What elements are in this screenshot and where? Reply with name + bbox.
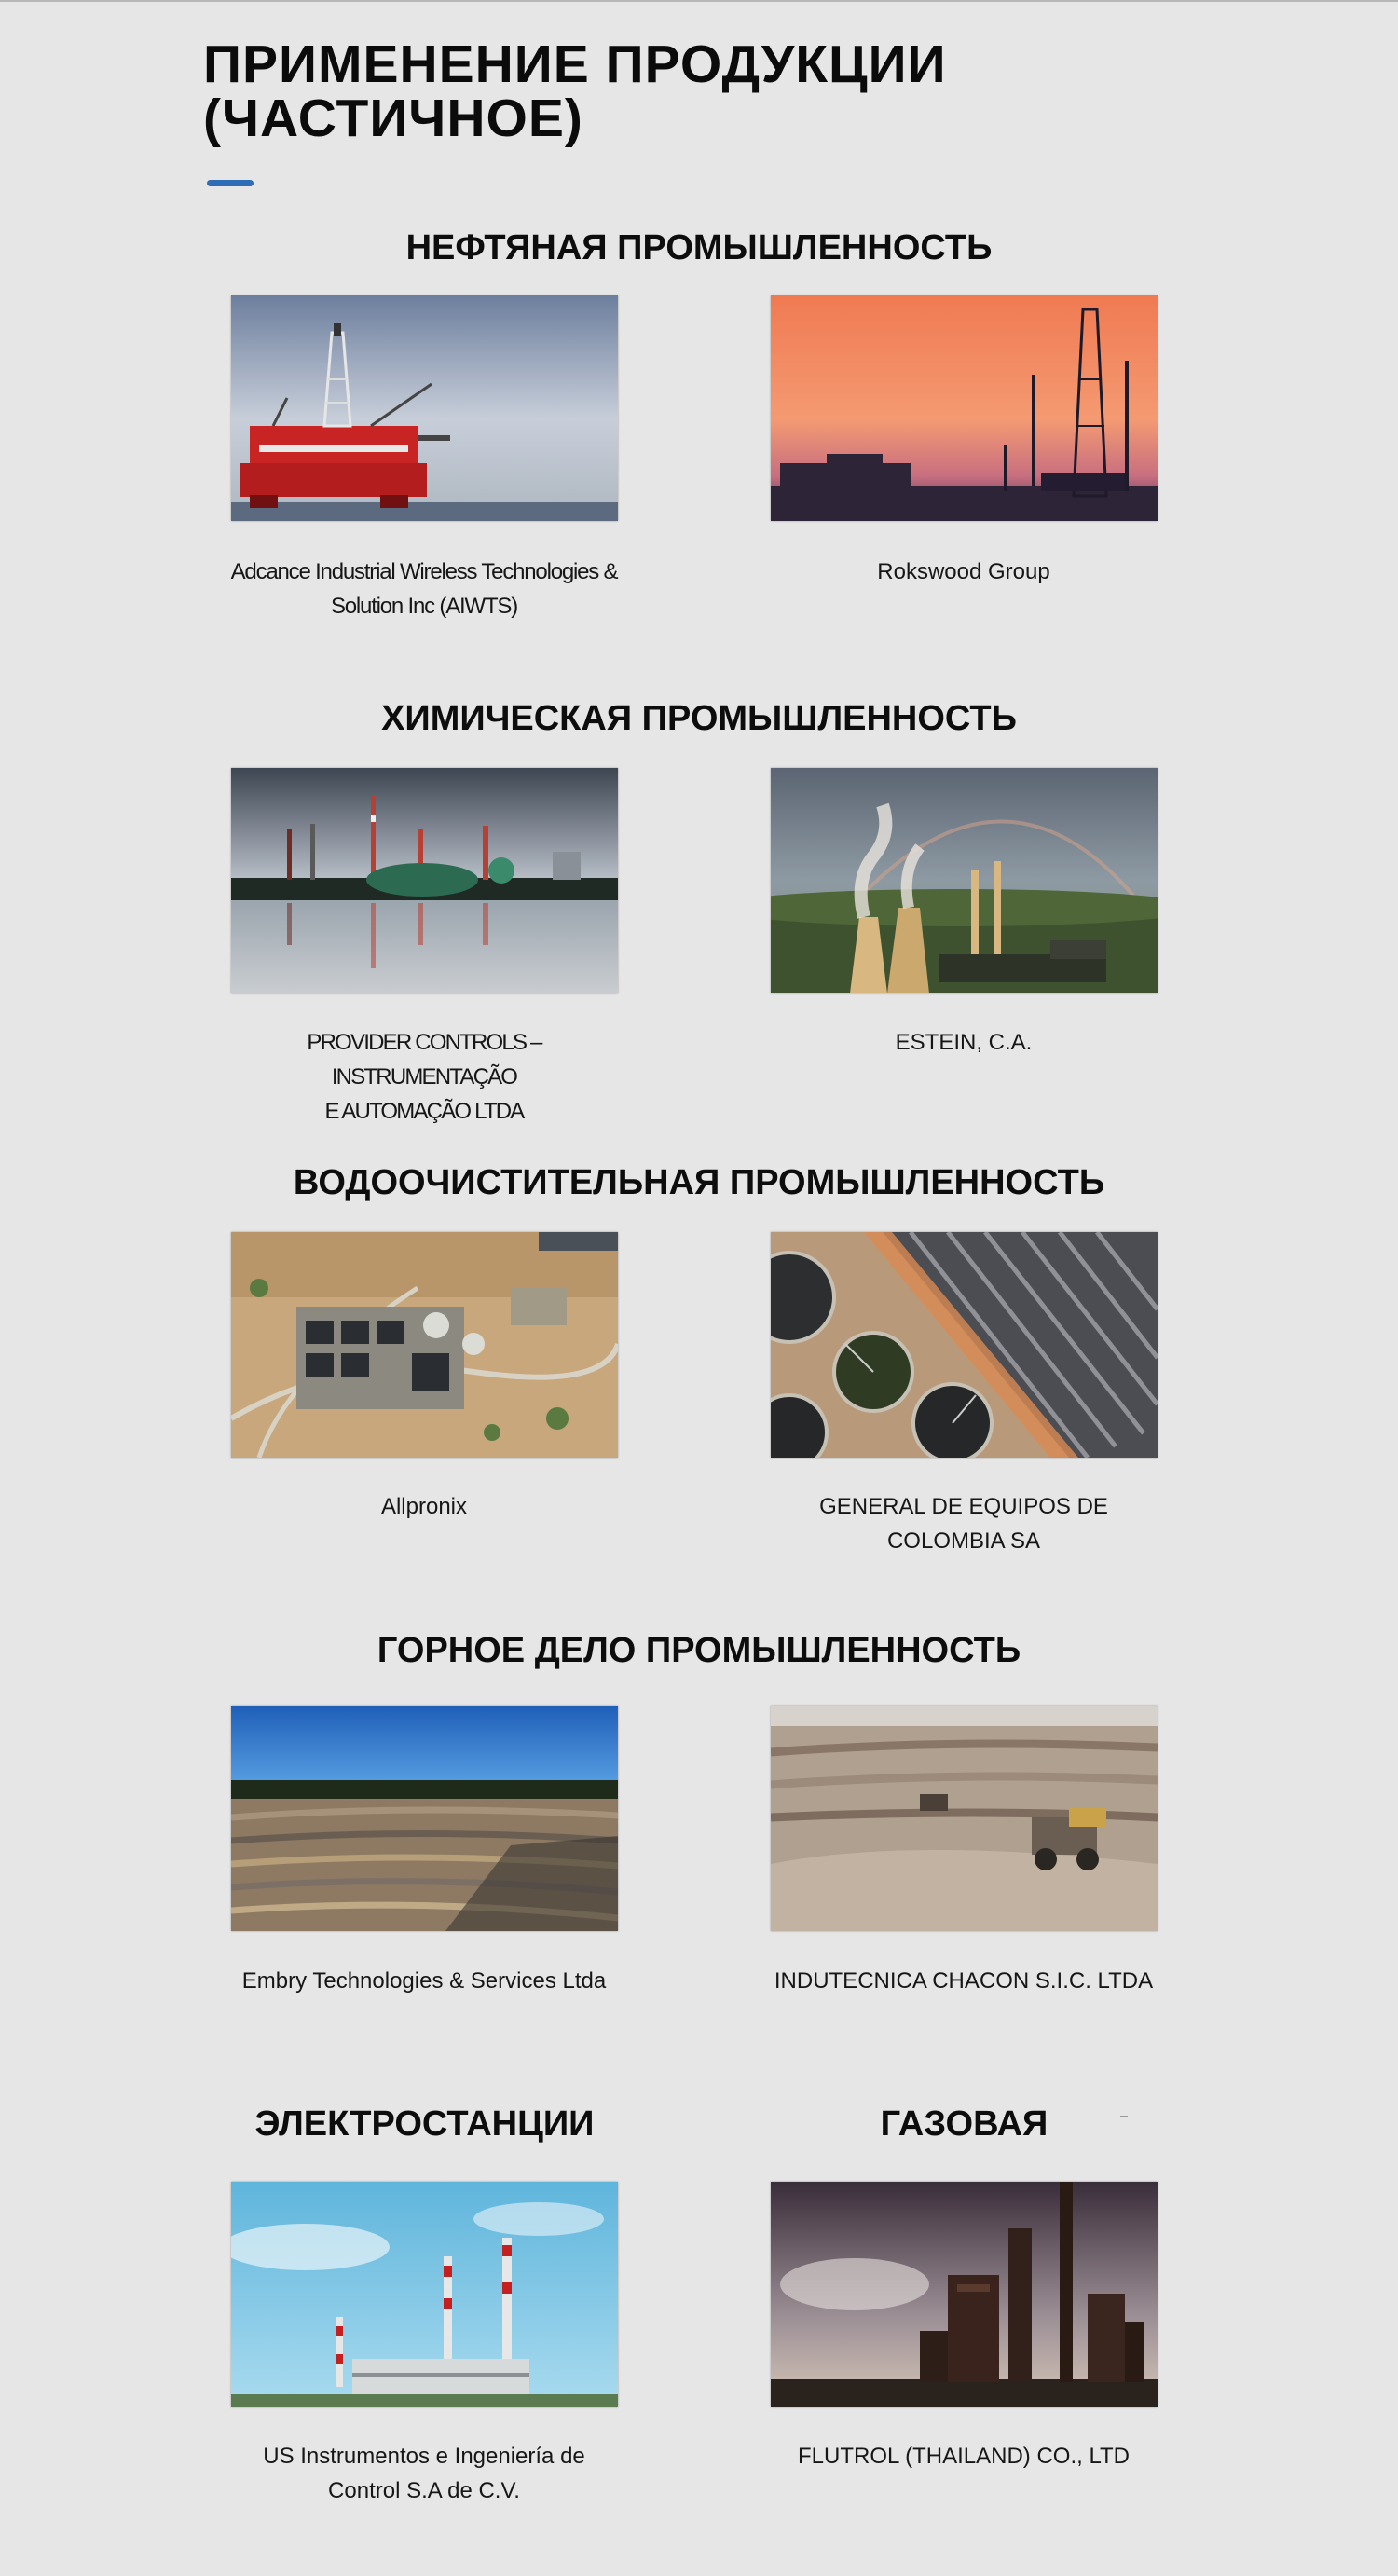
caption-chemical-left-line-1: PROVIDER CONTROLS – INSTRUMENTAÇÃO xyxy=(307,1030,541,1089)
caption-oil-left xyxy=(224,555,624,623)
section-title-chemical: ХИМИЧЕСКАЯ ПРОМЫШЛЕННОСТЬ xyxy=(381,699,1017,738)
page-title-line-2: (ЧАСТИЧНОЕ) xyxy=(203,89,583,148)
caption-oil-left-line-2: Solution Inc (AIWTS) xyxy=(330,594,518,619)
section-title-mining: ГОРНОЕ ДЕЛО ПРОМЫШЛЕННОСТЬ xyxy=(377,1631,1021,1670)
caption-power xyxy=(224,2439,624,2508)
caption-chemical-left xyxy=(224,1025,624,1129)
photo-water-treatment-aerial xyxy=(231,1232,618,1458)
caption-chemical-right: ESTEIN, C.A. xyxy=(895,1030,1033,1055)
photo-mining-haul-truck xyxy=(771,1706,1158,1931)
caption-water-left: Allpronix xyxy=(380,1494,468,1519)
caption-water-right-line-1: GENERAL DE EQUIPOS DE xyxy=(819,1494,1108,1519)
photo-gas-refinery xyxy=(771,2182,1158,2407)
photo-chemical-plant-lake xyxy=(231,768,618,993)
section-title-gas: ГАЗОВАЯ xyxy=(880,2104,1048,2144)
caption-power-line-2: Control S.A de C.V. xyxy=(328,2478,520,2503)
caption-gas: FLUTROL (THAILAND) CO., LTD xyxy=(797,2444,1131,2469)
section-title-power: ЭЛЕКТРОСТАНЦИИ xyxy=(254,2104,595,2144)
title-accent-bar xyxy=(207,180,254,186)
caption-oil-right: Rokswood Group xyxy=(877,559,1050,584)
caption-mining-right: INDUTECNICA CHACON S.I.C. LTDA xyxy=(774,1968,1154,1994)
page-title xyxy=(203,34,1042,148)
photo-power-plant xyxy=(231,2182,618,2407)
photo-oil-sunset xyxy=(771,295,1158,521)
stray-mark xyxy=(1120,2116,1128,2117)
caption-power-line-1: US Instrumentos e Ingeniería de xyxy=(263,2444,585,2469)
caption-oil-left-line-1: Adcance Industrial Wireless Technologies & xyxy=(230,559,618,584)
photo-oil-platform xyxy=(231,295,618,521)
page-title-line-1: ПРИМЕНЕНИЕ ПРОДУКЦИИ xyxy=(203,34,947,94)
section-title-oil: НЕФТЯНАЯ ПРОМЫШЛЕННОСТЬ xyxy=(405,228,993,267)
section-title-water: ВОДООЧИСТИТЕЛЬНАЯ ПРОМЫШЛЕННОСТЬ xyxy=(293,1163,1105,1202)
caption-chemical-left-line-2: E AUTOMAÇÃO LTDA xyxy=(324,1099,524,1124)
caption-water-right xyxy=(763,1489,1164,1558)
photo-mining-open-pit xyxy=(231,1706,618,1931)
caption-mining-left: Embry Technologies & Services Ltda xyxy=(241,1968,607,1994)
photo-water-clarifiers xyxy=(771,1232,1158,1458)
caption-water-right-line-2: COLOMBIA SA xyxy=(886,1528,1041,1554)
photo-chemical-rainbow xyxy=(771,768,1158,993)
